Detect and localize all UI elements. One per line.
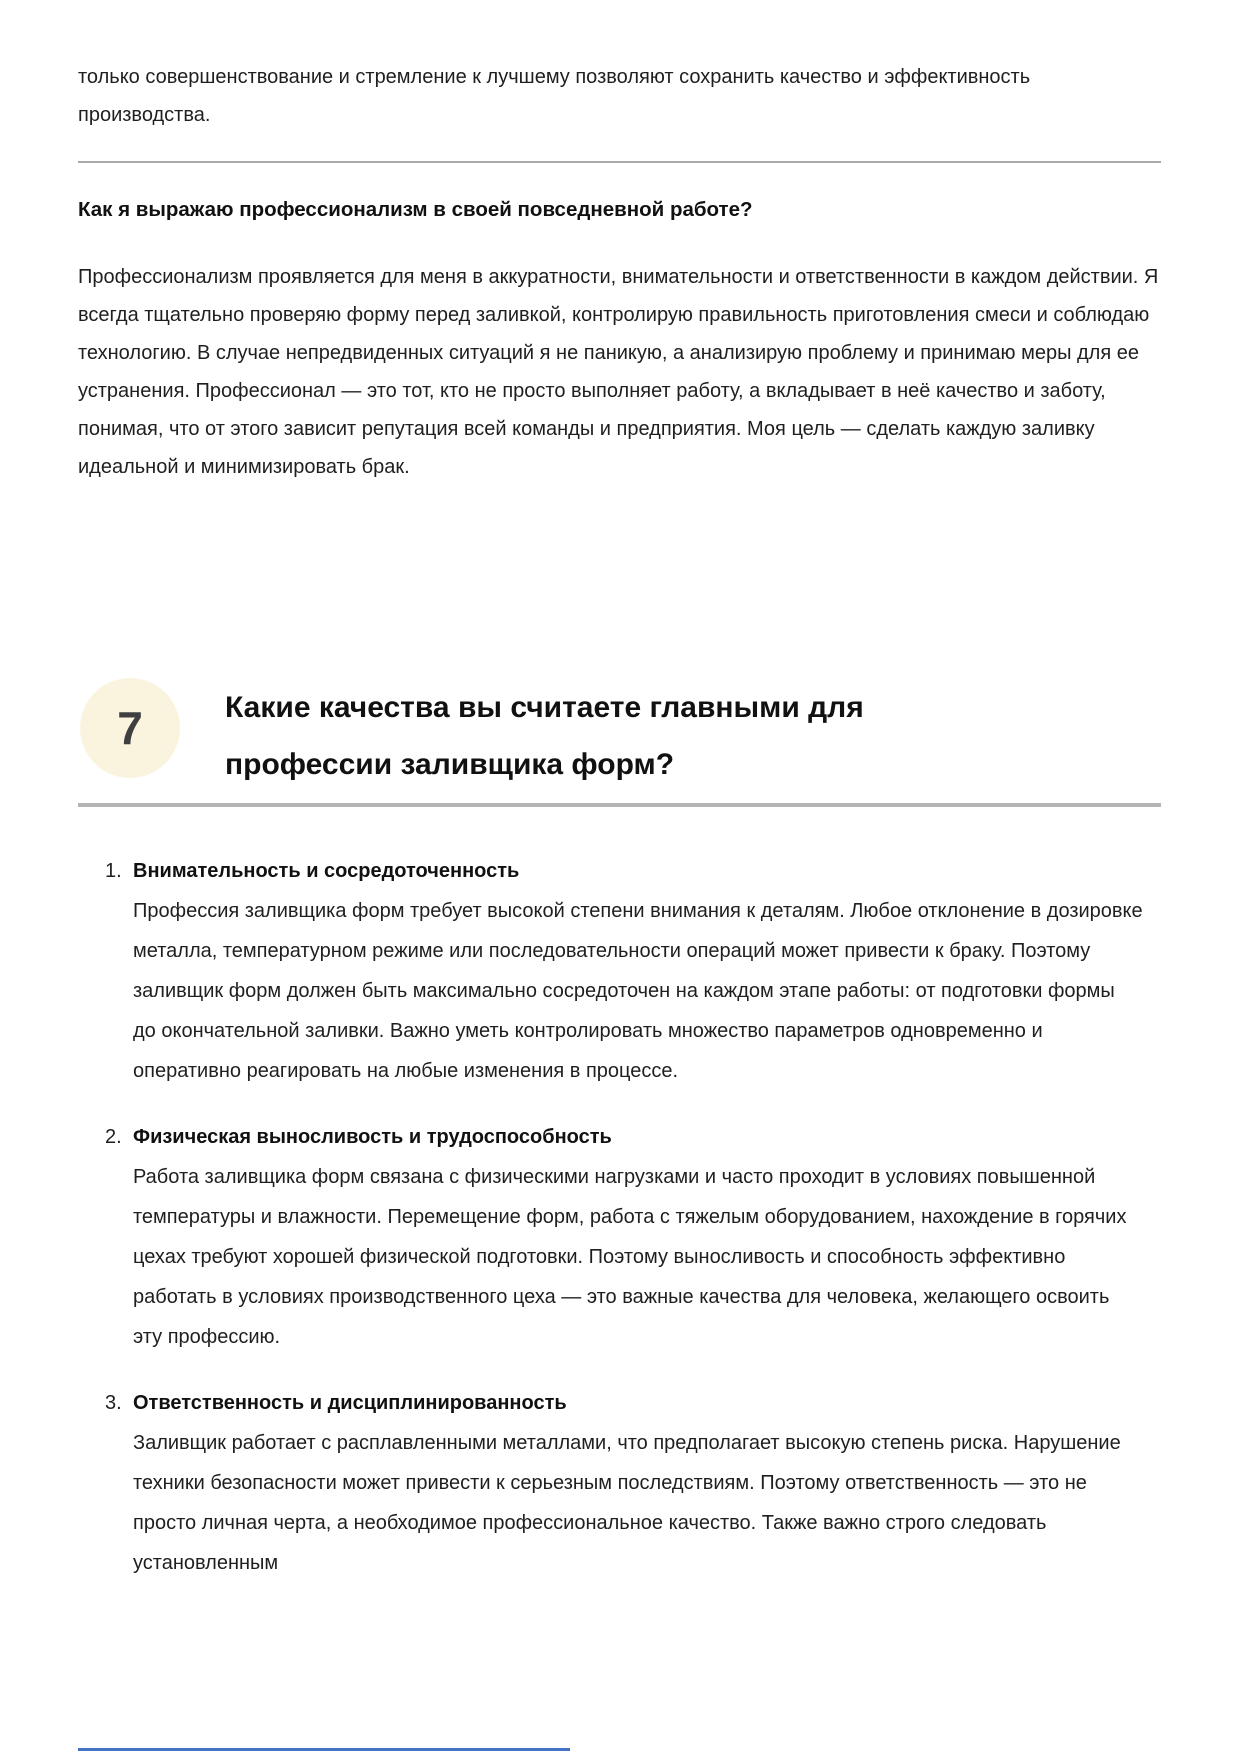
- list-item-body: Работа заливщика форм связана с физическими нагрузками и часто проходит в условиях повышенной температуры и влажности. Перемещение форм, работа с тяжелым оборудованием, нахождение в горячих цехах требуют хорошей физической подготовки. Поэтому выносливость и способность эффективно работать в условиях производственного цеха — это важные качества для человека, желающего освоить эту профессию.: [133, 1166, 1127, 1348]
- horizontal-divider-section: [78, 803, 1161, 807]
- list-item-1: [105, 851, 1143, 1091]
- question-heading: Как я выражаю профессионализм в своей повседневной работе?: [78, 198, 753, 221]
- list-item-2: [105, 1117, 1143, 1357]
- list-item-number: 2.: [105, 1126, 122, 1148]
- cut-off-blue-rule: [78, 1748, 570, 1751]
- section-number-badge: [80, 678, 180, 778]
- list-item-title: Физическая выносливость и трудоспособность: [133, 1126, 612, 1148]
- qualities-list: [78, 851, 1161, 1583]
- list-item-body: Заливщик работает с расплавленными металлами, что предполагает высокую степень риска. Нарушение техники безопасности может привести к серьезным последствиям. Поэтому ответственность — это не просто личная черта, а необходимое профессиональное качество. Также важно строго следовать установленным: [133, 1432, 1121, 1574]
- list-item-body: Профессия заливщика форм требует высокой степени внимания к деталям. Любое отклонение в дозировке металла, температурном режиме или последовательности операций может привести к браку. Поэтому заливщик форм должен быть максимально сосредоточен на каждом этапе работы: от подготовки формы до окончательной заливки. Важно уметь контролировать множество параметров одновременно и оперативно реагировать на любые изменения в процессе.: [133, 900, 1143, 1082]
- list-item-title: Внимательность и сосредоточенность: [133, 860, 520, 882]
- list-item-number: 3.: [105, 1392, 122, 1414]
- question-answer-paragraph: Профессионализм проявляется для меня в аккуратности, внимательности и ответственности в каждом действии. Я всегда тщательно проверяю форму перед заливкой, контролирую правильность приготовления смеси и соблюдаю технологию. В случае непредвиденных ситуаций я не паникую, а анализирую проблему и принимаю меры для ее устранения. Профессионал — это тот, кто не просто выполняет работу, а вкладывает в неё качество и заботу, понимая, что от этого зависит репутация всей команды и предприятия. Моя цель — сделать каждую заливку идеальной и минимизировать брак.: [78, 266, 1159, 478]
- list-item-title: Ответственность и дисциплинированность: [133, 1392, 567, 1414]
- intro-paragraph-fragment: только совершенствование и стремление к лучшему позволяют сохранить качество и эффективность производства.: [78, 66, 1031, 126]
- horizontal-divider-top: [78, 161, 1161, 163]
- numbered-section-header: [78, 678, 1161, 793]
- section-title: Какие качества вы считаете главными для профессии заливщика форм?: [225, 691, 864, 781]
- section-number: 7: [117, 702, 143, 754]
- list-item-number: 1.: [105, 860, 122, 882]
- list-item-3: [105, 1383, 1143, 1583]
